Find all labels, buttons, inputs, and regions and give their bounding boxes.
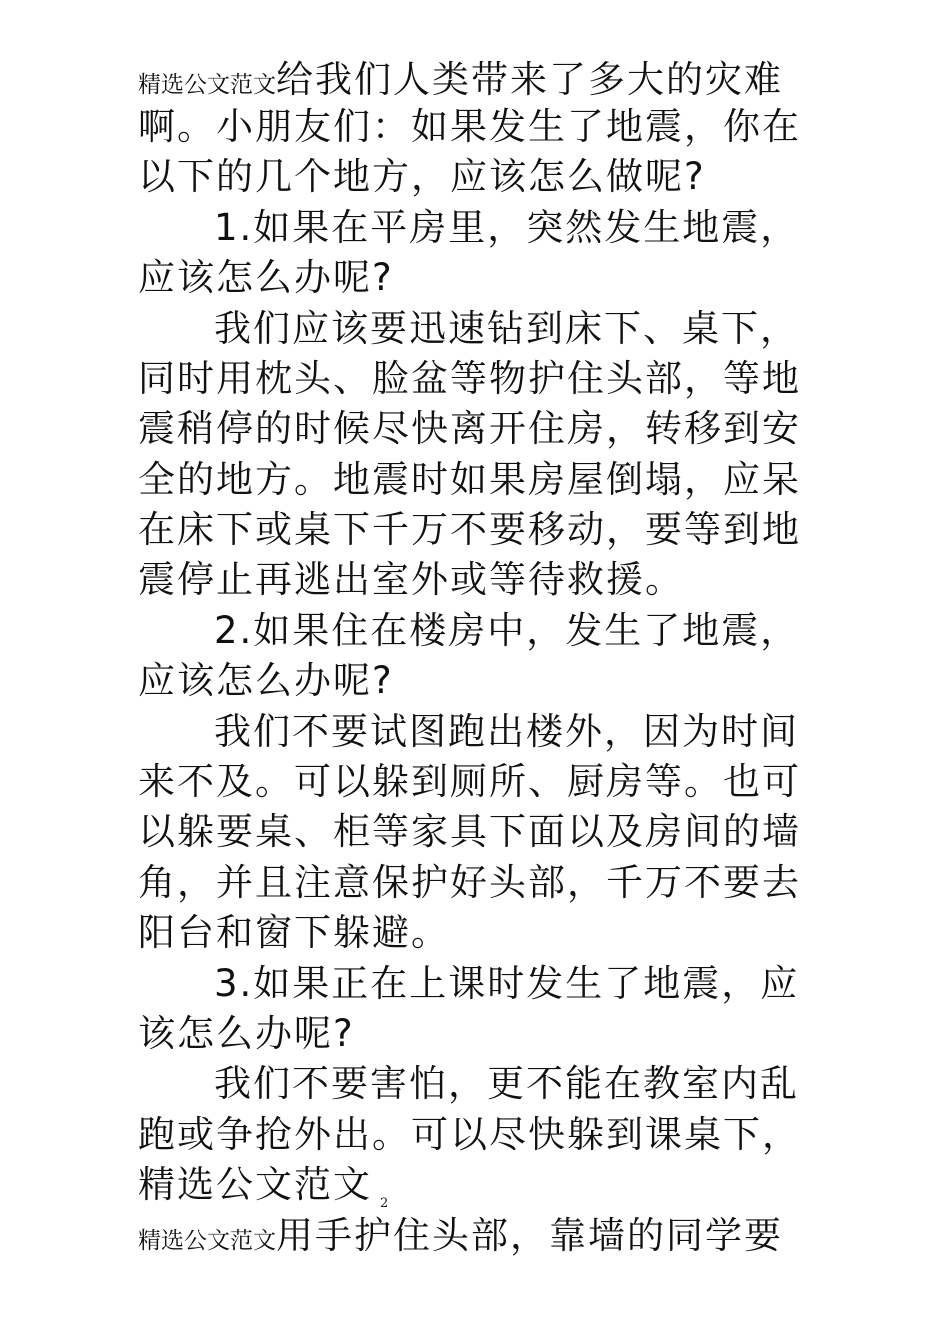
answer-line: 我们不要试图跑出楼外，因为时间: [214, 710, 799, 753]
text-line: 该怎么办呢?: [138, 1012, 355, 1055]
text-line: 阳台和窗下躲避。: [138, 911, 450, 954]
text-line: 震稍停的时候尽快离开住房，转移到安: [138, 407, 801, 450]
text-line: 全的地方。地震时如果房屋倒塌，应呆: [138, 458, 801, 501]
text-line: 啊。小朋友们：如果发生了地震，你在: [138, 105, 801, 148]
answer-line: 我们应该要迅速钻到床下、桌下，: [214, 307, 799, 350]
header-text: 用手护住头部，靠墙的同学要: [276, 1214, 783, 1257]
question-heading: 1.如果在平房里，突然发生地震，: [214, 206, 800, 249]
page-number: 2: [380, 1196, 389, 1211]
text-line: 在床下或桌下千万不要移动，要等到地: [138, 508, 801, 551]
text-line: 同时用枕头、脸盆等物护住头部，等地: [138, 357, 801, 400]
text-line: 震停止再逃出室外或等待救援。: [138, 558, 684, 601]
answer-line: 我们不要害怕，更不能在教室内乱: [214, 1062, 799, 1105]
text-line: 应该怎么办呢?: [138, 659, 394, 702]
header-label: 精选公文范文: [138, 1228, 276, 1254]
text-line: 以躲要桌、柜等家具下面以及房间的墙: [138, 810, 801, 853]
question-heading: 2.如果住在楼房中，发生了地震，: [214, 609, 800, 652]
text-line: 以下的几个地方，应该怎么做呢?: [138, 155, 706, 198]
text-line: 角，并且注意保护好头部，千万不要去: [138, 861, 801, 904]
text-line: 来不及。可以躲到厕所、厨房等。也可: [138, 760, 801, 803]
header-label: 精选公文范文: [138, 72, 276, 98]
text-line: 跑或争抢外出。可以尽快躲到课桌下，: [138, 1113, 801, 1156]
header-text: 给我们人类带来了多大的灾难: [276, 58, 783, 101]
text-line: 应该怎么办呢?: [138, 256, 394, 299]
header-line-bottom: [138, 1211, 838, 1266]
footer-label: 精选公文范文: [138, 1163, 372, 1206]
question-heading: 3.如果正在上课时发生了地震，应: [214, 962, 800, 1005]
